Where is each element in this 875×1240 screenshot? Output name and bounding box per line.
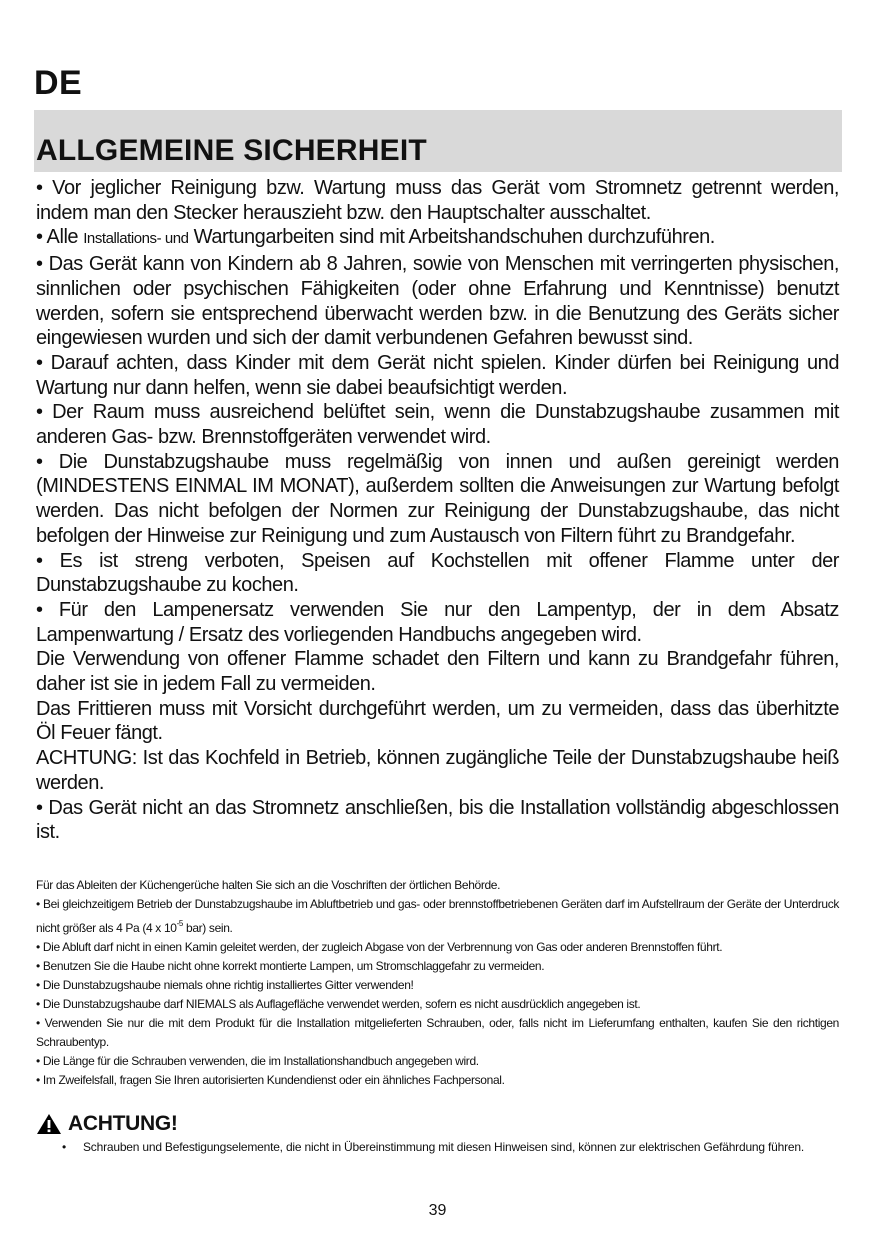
paragraph-children-use: • Das Gerät kann von Kindern ab 8 Jahren, sowie von Menschen mit verringerten physischen, sinnlichen oder psychischen Fähigkeiten (oder ohne Erfahrung und Kenntnisse) benutzt werden, sofern sie entsprechend überwacht werden bzw. in die Benutzung des Geräts sicher eingewiesen wurden und sich der damit verbundenen Gefahren bewusst sind. xyxy=(36,253,839,350)
note-pressure xyxy=(36,895,839,938)
note-grille: • Die Dunstabzugshaube niemals ohne richtig installiertes Gitter verwenden! xyxy=(36,978,414,992)
warning-heading xyxy=(36,1112,178,1136)
language-code: DE xyxy=(34,64,83,102)
paragraph-hot-parts: ACHTUNG: Ist das Kochfeld in Betrieb, können zugängliche Teile der Dunstabzugshaube heiß werden. xyxy=(36,747,839,794)
note-screw-length: • Die Länge für die Schrauben verwenden, die im Installationshandbuch angegeben wird. xyxy=(36,1054,479,1068)
paragraph-connect: • Das Gerät nicht an das Stromnetz anschließen, bis die Installation vollständig abgeschlossen ist. xyxy=(36,796,839,844)
warning-title: ACHTUNG! xyxy=(68,1112,178,1135)
gloves-small: Installations- und xyxy=(83,230,189,248)
note-pressure-text: • Bei gleichzeitigem Betrieb der Dunstabzugshaube im Abluftbetrieb und gas- oder brennstoffbetriebenen Geräten darf im Aufstellraum der Geräte der Unterdruck nicht größer als 4 Pa (4 x 10 xyxy=(36,897,839,935)
warning-bullet: • xyxy=(62,1140,67,1154)
note-pressure-exponent: -5 xyxy=(176,919,184,928)
paragraph-disconnect: • Vor jeglicher Reinigung bzw. Wartung muss das Gerät vom Stromnetz getrennt werden, indem man den Stecker herauszieht bzw. den Hauptschalter ausschaltet. xyxy=(36,177,839,224)
section-title: ALLGEMEINE SICHERHEIT xyxy=(36,134,427,167)
note-surface: • Die Dunstabzugshaube darf NIEMALS als Auflagefläche verwendet werden, sofern es nicht ausdrücklich angegeben ist. xyxy=(36,997,641,1011)
main-safety-text xyxy=(36,176,839,845)
warning-list xyxy=(62,1138,839,1157)
paragraph-frying: Das Frittieren muss mit Vorsicht durchgeführt werden, um zu vermeiden, dass das überhitzte Öl Feuer fängt. xyxy=(36,697,839,745)
paragraph-cleaning: • Die Dunstabzugshaube muss regelmäßig von innen und außen gereinigt werden (MINDESTENS EINMAL IM MONAT), außerdem sollten die Anweisungen zur Wartung befolgt werden. Das nicht befolgen der Normen zur Reinigung der Dunstabzugshaube, das nicht befolgen der Hinweise zur Reinigung und zum Austausch von Filtern führt zu Brandgefahr. xyxy=(36,450,839,547)
gloves-rest: Wartungarbeiten sind mit Arbeitshandschuhen durchzuführen. xyxy=(193,226,715,249)
additional-notes xyxy=(36,876,839,1090)
warning-triangle-icon xyxy=(36,1113,62,1135)
paragraph-lamp: • Für den Lampenersatz verwenden Sie nur den Lampentyp, der in dem Absatz Lampenwartung / Ersatz des vorliegenden Handbuchs angegeben wird. xyxy=(36,598,839,646)
note-lamps: • Benutzen Sie die Haube nicht ohne korrekt montierte Lampen, um Stromschlaggefahr zu vermeiden. xyxy=(36,959,545,973)
note-screws: • Verwenden Sie nur die mit dem Produkt für die Installation mitgelieferten Schrauben, oder, falls nicht im Lieferumfang enthalten, kaufen Sie den richtigen Schraubentyp. xyxy=(36,1016,839,1049)
page-number: 39 xyxy=(428,1202,447,1219)
paragraph-open-flame: • Es ist streng verboten, Speisen auf Kochstellen mit offener Flamme unter der Dunstabzugshaube zu kochen. xyxy=(36,549,839,597)
paragraph-ventilation: • Der Raum muss ausreichend belüftet sein, wenn die Dunstabzugshaube zusammen mit anderen Gas- bzw. Brennstoffgeräten verwendet wird. xyxy=(36,401,839,449)
warning-text: Schrauben und Befestigungselemente, die nicht in Übereinstimmung mit diesen Hinweisen sind, können zur elektrischen Gefährdung führen. xyxy=(83,1140,804,1154)
note-chimney: • Die Abluft darf nicht in einen Kamin geleitet werden, der zugleich Abgase von der Verbrennung von Gas oder anderen Brennstoffen führt. xyxy=(36,940,723,954)
note-service: • Im Zweifelsfall, fragen Sie Ihren autorisierten Kundendienst oder ein ähnliches Fachpersonal. xyxy=(36,1073,505,1087)
note-exhaust-regulations: Für das Ableiten der Küchengerüche halten Sie sich an die Voschriften der örtlichen Behörde. xyxy=(36,878,501,892)
paragraph-flame-filters: Die Verwendung von offener Flamme schadet den Filtern und kann zu Brandgefahr führen, daher ist sie in jedem Fall zu vermeiden. xyxy=(36,648,839,696)
note-pressure-unit: bar) sein. xyxy=(183,921,233,935)
paragraph-children-play: • Darauf achten, dass Kinder mit dem Gerät nicht spielen. Kinder dürfen bei Reinigung und Wartung nur dann helfen, wenn sie dabei beaufsichtigt werden. xyxy=(36,351,839,399)
paragraph-gloves xyxy=(36,225,839,252)
gloves-lead: • Alle xyxy=(36,226,79,249)
